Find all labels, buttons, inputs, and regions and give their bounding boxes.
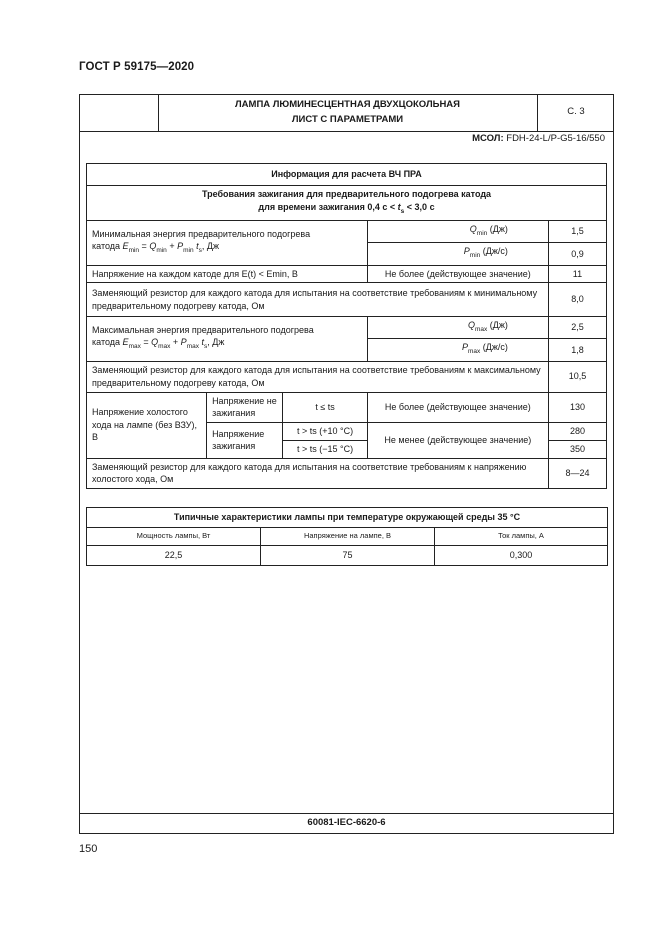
qmax-label: $Q_{max}$ (Дж) xyxy=(367,317,548,339)
cond-t-gt-10: t > ts (+10 °C) xyxy=(283,422,367,440)
subtitle-line1: Требования зажигания для предварительного подогрева катода xyxy=(201,189,492,200)
subtitle-line2-b: < 3,0 с xyxy=(404,201,435,212)
msol-code xyxy=(472,133,605,144)
footer-code: 60081-IEC-6620-6 xyxy=(307,817,386,828)
rocv-value: 8—24 xyxy=(548,458,606,488)
no-ignition-value: 130 xyxy=(548,392,606,422)
table1-subtitle xyxy=(87,186,607,221)
standard-number: ГОСТ Р 59175—2020 xyxy=(79,61,195,73)
rmax-text: Заменяющий резистор для каждого катода для испытания на соответствие требованиям к максимальному предварительному подогреву катода, Ом xyxy=(87,361,549,392)
qmax-value: 2,5 xyxy=(548,317,606,339)
table2-title: Типичные характеристики лампы при температуре окружающей среды 35 °С xyxy=(87,508,608,528)
rmin-value: 8,0 xyxy=(548,283,606,317)
footer-divider xyxy=(80,813,613,814)
pmin-value: 0,9 xyxy=(548,243,606,265)
sheet-title-line1: ЛАМПА ЛЮМИНЕСЦЕНТНАЯ ДВУХЦОКОЛЬНАЯ xyxy=(235,99,460,110)
header-current: Ток лампы, А xyxy=(435,528,608,546)
rmax-value: 10,5 xyxy=(548,361,606,392)
pmax-label: $P_{max}$ (Дж/с) xyxy=(367,339,548,361)
qmin-value: 1,5 xyxy=(548,221,606,243)
msol-value: FDH-24-L/P-G5-16/550 xyxy=(506,133,605,144)
typical-characteristics-table xyxy=(86,507,608,566)
page-number: 150 xyxy=(79,843,98,855)
sheet-title-line2: ЛИСТ С ПАРАМЕТРАМИ xyxy=(291,114,404,125)
cond-t-le-ts: t ≤ ts xyxy=(283,392,367,422)
rmin-text: Заменяющий резистор для каждого катода для испытания на соответствие требованиям к минимальному предварительному подогреву катода, Ом xyxy=(87,283,549,317)
voltage-value: 11 xyxy=(548,265,606,283)
ignition-label: Напряжение зажигания xyxy=(207,422,283,458)
emax-line1: Максимальная энергия предварительного подогрева xyxy=(92,324,314,335)
ballast-info-table xyxy=(86,163,607,489)
emax-label: Максимальная энергия предварительного подогрева катода $E_{max} = Q_{max} + P_{max}$ $t_s$, Дж xyxy=(87,317,368,362)
emin-line2: катода xyxy=(92,241,121,252)
ignition-value-m15: 350 xyxy=(548,440,606,458)
pmax-value: 1,8 xyxy=(548,339,606,361)
subtitle-s: s xyxy=(400,207,405,215)
header-voltage: Напряжение на лампе, В xyxy=(261,528,435,546)
cond-min: Не менее (действующее значение) xyxy=(367,422,548,458)
cond-t-gt-m15: t > ts (−15 °C) xyxy=(283,440,367,458)
ocv-label: Напряжение холостого хода на лампе (без ВЗУ), В xyxy=(87,392,207,458)
table1-title: Информация для расчета ВЧ ПРА xyxy=(87,164,607,186)
voltage-condition: Не более (действующее значение) xyxy=(367,265,548,283)
pmin-label: $P_{min}$ (Дж/с) xyxy=(367,243,548,265)
subtitle-line2-a: для времени зажигания 0,4 с < xyxy=(258,201,398,212)
header-power: Мощность лампы, Вт xyxy=(87,528,261,546)
rocv-text: Заменяющий резистор для каждого катода для испытания на соответствие требованиям к напряжению холостого хода, Ом xyxy=(87,458,549,488)
parameter-sheet-frame xyxy=(79,94,614,834)
emin-label: Минимальная энергия предварительного подогрева катода $E_{min} = Q_{min} + P_{min}$ $t_s$, Дж xyxy=(87,221,368,266)
value-current: 0,300 xyxy=(435,545,608,565)
subtitle-t: t xyxy=(397,201,401,212)
no-ignition-label: Напряжение не зажигания xyxy=(207,392,283,422)
qmin-label: $Q_{min}$ (Дж) xyxy=(367,221,548,243)
header-divider xyxy=(80,131,613,132)
sheet-page: С. 3 xyxy=(567,106,585,117)
emax-line2: катода xyxy=(92,337,121,348)
value-power: 22,5 xyxy=(87,545,261,565)
voltage-label: Напряжение на каждом катоде для E(t) < Emin, В xyxy=(87,265,368,283)
msol-label: МСОЛ: xyxy=(472,133,504,144)
cond-max: Не более (действующее значение) xyxy=(367,392,548,422)
ignition-value-10: 280 xyxy=(548,422,606,440)
value-voltage: 75 xyxy=(261,545,435,565)
emin-line1: Минимальная энергия предварительного подогрева xyxy=(92,228,311,239)
